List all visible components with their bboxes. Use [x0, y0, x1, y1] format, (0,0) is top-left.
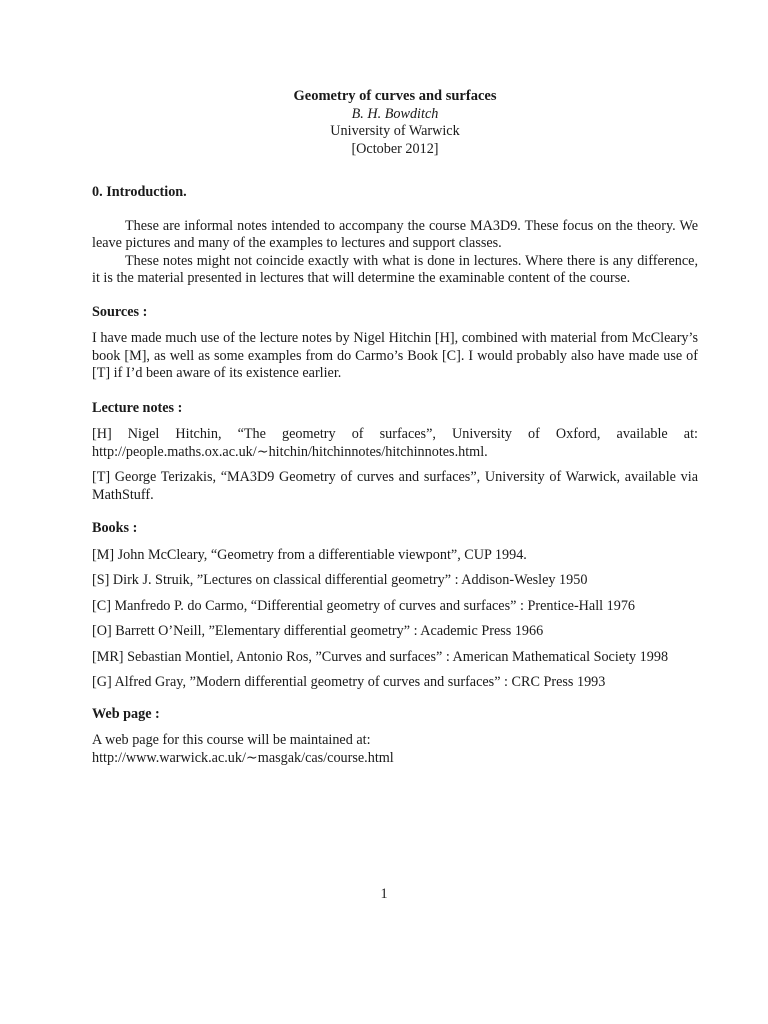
- intro-paragraph: These are informal notes intended to accompany the course MA3D9. These focus on the theory. We leave pictures and many of the examples to lectures and support classes.: [92, 217, 698, 251]
- document-date: [October 2012]: [351, 140, 439, 157]
- section-heading-introduction: 0. Introduction.: [92, 184, 187, 200]
- subheading-sources: Sources :: [92, 303, 148, 320]
- lecture-notes-list: [92, 426, 698, 504]
- books-list: [92, 547, 698, 692]
- web-page-text: A web page for this course will be maintained at:: [92, 732, 371, 748]
- reference-item: [C] Manfredo P. do Carmo, “Differential geometry of curves and surfaces” : Prentice-Hall 1976: [92, 597, 636, 614]
- reference-item: [H] Nigel Hitchin, “The geometry of surfaces”, University of Oxford, available at: http://people.maths.ox.ac.uk/∼hitchin/hitchinnotes/hitchinnotes.html.: [92, 426, 698, 460]
- reference-item: [O] Barrett O’Neill, ”Elementary differential geometry” : Academic Press 1966: [92, 623, 544, 639]
- reference-item: [T] George Terizakis, “MA3D9 Geometry of curves and surfaces”, University of Warwick, available via MathStuff.: [92, 469, 698, 503]
- institution: University of Warwick: [330, 123, 460, 139]
- reference-item: [S] Dirk J. Struik, ”Lectures on classical differential geometry” : Addison-Wesley 1950: [92, 572, 588, 588]
- subheading-lecture-notes: Lecture notes :: [92, 399, 183, 416]
- subheading-web-page: Web page :: [92, 705, 160, 722]
- document-page: [92, 88, 698, 767]
- sources-paragraph: I have made much use of the lecture notes by Nigel Hitchin [H], combined with material from McCleary’s book [M], as well as some examples from do Carmo’s Book [C]. I would probably also have made use of [T] if I’d been aware of its existence earlier.: [92, 330, 698, 381]
- page-number: 1: [380, 886, 388, 902]
- reference-item: [G] Alfred Gray, ”Modern differential geometry of curves and surfaces” : CRC Press 1993: [92, 674, 606, 690]
- course-url: http://www.warwick.ac.uk/∼masgak/cas/course.html: [92, 749, 394, 766]
- reference-item: [M] John McCleary, “Geometry from a differentiable viewpont”, CUP 1994.: [92, 546, 527, 563]
- title-block: [92, 88, 698, 158]
- author-name: B. H. Bowditch: [351, 105, 439, 122]
- document-title: Geometry of curves and surfaces: [293, 88, 497, 104]
- subheading-books: Books :: [92, 520, 138, 536]
- reference-item: [MR] Sebastian Montiel, Antonio Ros, ”Curves and surfaces” : American Mathematical Society 1998: [92, 648, 669, 665]
- introduction-body: [92, 218, 698, 288]
- intro-paragraph: These notes might not coincide exactly with what is done in lectures. Where there is any difference, it is the material presented in lectures that will determine the examinable content of the course.: [92, 252, 698, 286]
